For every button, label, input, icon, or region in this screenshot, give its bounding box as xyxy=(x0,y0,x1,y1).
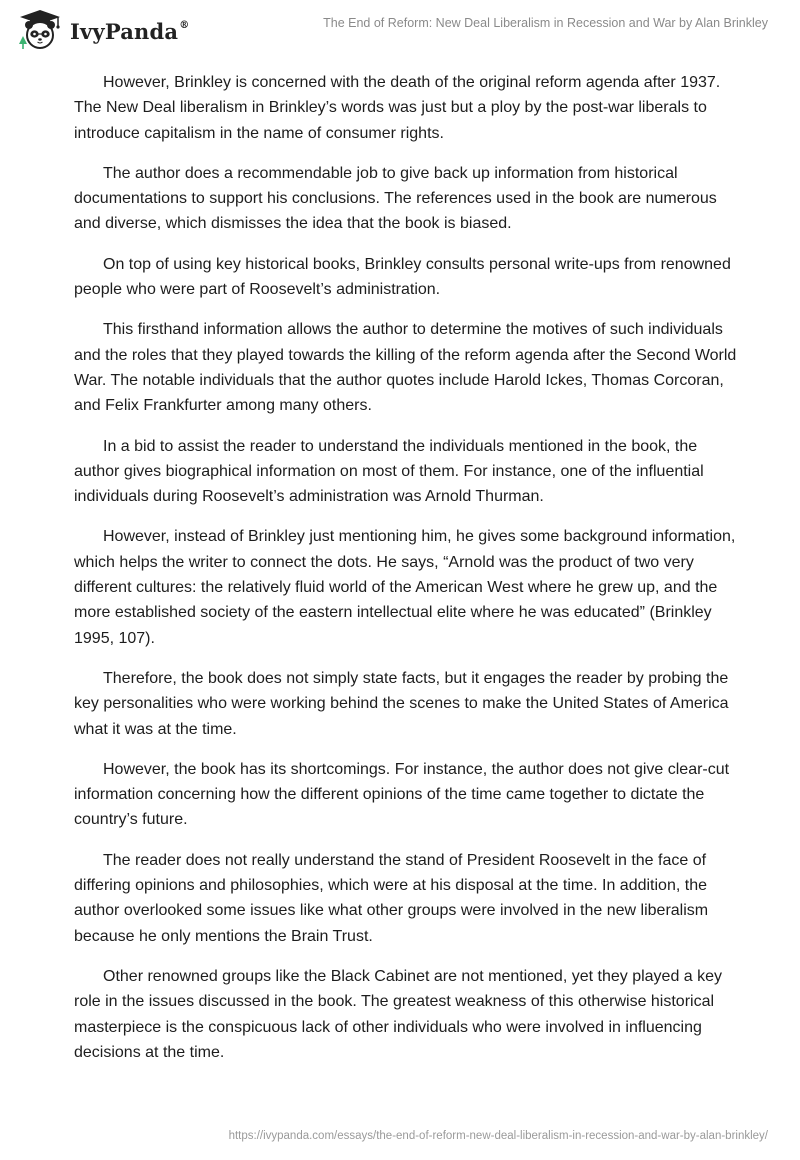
brand-name: IvyPanda® xyxy=(70,18,190,44)
paragraph: On top of using key historical books, Brinkley consults personal write-ups from renowned people who were part of Roosevelt’s administration. xyxy=(74,255,731,299)
paragraph: However, the book has its shortcomings. For instance, the author does not give clear-cut information concerning how the different opinions of the time came together to dictate the country’s future. xyxy=(74,760,730,829)
paragraph: The author does a recommendable job to give back up information from historical documentations to support his conclusions. The references used in the book are numerous and diverse, which dismisses the idea that the book is biased. xyxy=(74,164,717,233)
page-header xyxy=(0,0,800,60)
essay-body xyxy=(74,70,738,1080)
ivypanda-logo[interactable] xyxy=(14,8,189,52)
source-url-link[interactable]: https://ivypanda.com/essays/the-end-of-reform-new-deal-liberalism-in-recession-and-war-by-alan-brinkley/ xyxy=(228,1130,768,1142)
paragraph: Therefore, the book does not simply state facts, but it engages the reader by probing the key personalities who were working behind the scenes to make the United States of America what it was at the time. xyxy=(74,669,729,738)
paragraph: This firsthand information allows the author to determine the motives of such individuals and the roles that they played towards the killing of the reform agenda after the Second World War. The notable individuals that the author quotes include Harold Ickes, Thomas Corcoran, and Felix Frankfurter among many others. xyxy=(74,321,737,415)
paragraph: Other renowned groups like the Black Cabinet are not mentioned, yet they played a key role in the issues discussed in the book. The greatest weakness of this otherwise historical masterpiece is the conspicuous lack of other individuals who were involved in influencing decisions at the time. xyxy=(74,967,723,1061)
paragraph: In a bid to assist the reader to understand the individuals mentioned in the book, the author gives biographical information on most of them. For instance, one of the influential individuals during Roosevelt’s administration was Arnold Thurman. xyxy=(74,437,704,506)
paragraph: However, instead of Brinkley just mentioning him, he gives some background information, which helps the writer to connect the dots. He says, “Arnold was the product of two very different cultures: the relatively fluid world of the American West where he grew up, and the more established society of the eastern intellectual elite where he was educated” (Brinkley 1995, 107). xyxy=(74,528,736,647)
document-title: The End of Reform: New Deal Liberalism in Recession and War by Alan Brinkley xyxy=(323,16,768,30)
paragraph: The reader does not really understand the stand of President Roosevelt in the face of differing opinions and philosophies, which were at his disposal at the time. In addition, the author overlooked some issues like what other groups were involved in the new liberalism because he only mentions the Brain Trust. xyxy=(74,851,709,945)
panda-graduate-icon xyxy=(14,8,66,52)
paragraph: However, Brinkley is concerned with the death of the original reform agenda after 1937. The New Deal liberalism in Brinkley’s words was just but a ploy by the post-war liberals to introduce capitalism in the name of consumer rights. xyxy=(74,74,721,142)
registered-mark: ® xyxy=(179,19,190,31)
